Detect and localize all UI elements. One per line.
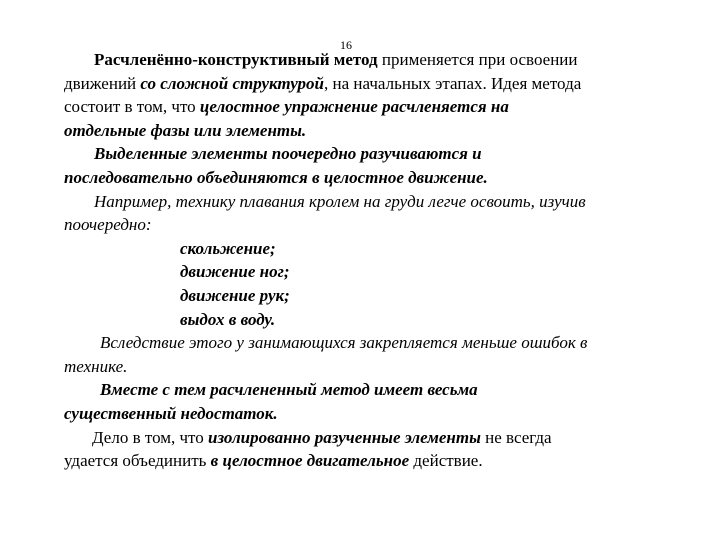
paragraph-5-line-2: существенный недостаток. — [64, 403, 278, 423]
text-run: Дело в том, что — [92, 427, 209, 447]
paragraph-4-line-2: технике. — [64, 356, 128, 376]
text-run: не всегда — [480, 427, 552, 447]
list-item: движение рук; — [180, 285, 290, 305]
emphasis-run: целостное упражнение расчленяется на — [199, 97, 509, 117]
emphasis-run: со сложной структурой — [140, 73, 324, 93]
paragraph-2-line-1: Выделенные элементы поочередно разучиваются и — [94, 144, 482, 164]
paragraph-4-line-1: Вследствие этого у занимающихся закрепляется меньше ошибок в — [100, 333, 588, 353]
text-run: удается объединить — [64, 451, 211, 471]
text-run: движений — [64, 73, 141, 93]
list-item: движение ног; — [180, 262, 290, 282]
paragraph-6-line-2 — [64, 449, 704, 473]
emphasis-run: в целостное двигательное — [210, 451, 410, 471]
paragraph-1-line-3 — [64, 95, 704, 119]
paragraph-6-line-1 — [64, 426, 704, 450]
list-item: выдох в воду. — [180, 309, 276, 329]
paragraph-2-line-2: последовательно объединяются в целостное движение. — [64, 167, 488, 187]
paragraph-1-line-4: отдельные фазы или элементы. — [64, 120, 307, 140]
paragraph-5-line-1: Вместе с тем расчлененный метод имеет весьма — [100, 380, 478, 400]
method-term: Расчленённо-конструктивный метод — [94, 50, 378, 69]
text-run: состоит в том, что — [64, 97, 200, 117]
paragraph-1-line-2 — [64, 72, 704, 96]
emphasis-run: изолированно разученные элементы — [208, 427, 481, 447]
list-item: скольжение; — [180, 238, 276, 258]
page-number: 16 — [340, 38, 352, 52]
text-run: действие. — [409, 451, 483, 471]
text-run: применяется при освоении — [377, 50, 578, 69]
text-run: , на начальных этапах. Идея метода — [324, 73, 582, 93]
paragraph-1-line-1 — [64, 48, 704, 72]
paragraph-3-line-2: поочередно: — [64, 215, 152, 235]
document-body — [64, 48, 704, 473]
paragraph-3-line-1: Например, технику плавания кролем на груди легче освоить, изучив — [94, 191, 586, 211]
